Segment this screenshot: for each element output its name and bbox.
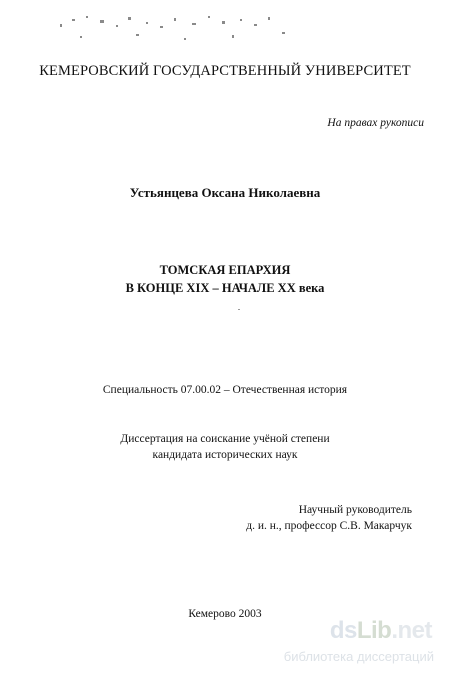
- watermark-logo-lib: Lib: [356, 617, 392, 644]
- university-name: КЕМЕРОВСКИЙ ГОСУДАРСТВЕННЫЙ УНИВЕРСИТЕТ: [39, 63, 411, 79]
- city-year: Кемерово 2003: [188, 608, 262, 620]
- scan-speck: [238, 309, 240, 310]
- dissertation-title-line-2: В КОНЦЕ XIX – НАЧАЛЕ XX века: [125, 281, 325, 295]
- watermark-logo-net: .net: [391, 617, 432, 644]
- dslib-watermark: [250, 617, 440, 667]
- speciality-line: Специальность 07.00.02 – Отечественная история: [102, 384, 348, 396]
- watermark-logo: [330, 617, 432, 645]
- manuscript-rights-note: На правах рукописи: [327, 117, 424, 129]
- dissertation-degree-line-2: кандидата исторических наук: [152, 449, 298, 461]
- dissertation-title-line-1: ТОМСКАЯ ЕПАРХИЯ: [159, 263, 291, 277]
- dissertation-degree-line-1: Диссертация на соискание учёной степени: [120, 433, 330, 445]
- scan-noise: [56, 14, 296, 48]
- watermark-logo-ds: ds: [329, 617, 357, 644]
- watermark-subtitle: библиотека диссертаций: [283, 649, 434, 664]
- supervisor-name: д. и. н., профессор С.В. Макарчук: [246, 520, 412, 532]
- supervisor-label: Научный руководитель: [298, 504, 412, 516]
- author-name: Устьянцева Оксана Николаевна: [129, 185, 321, 200]
